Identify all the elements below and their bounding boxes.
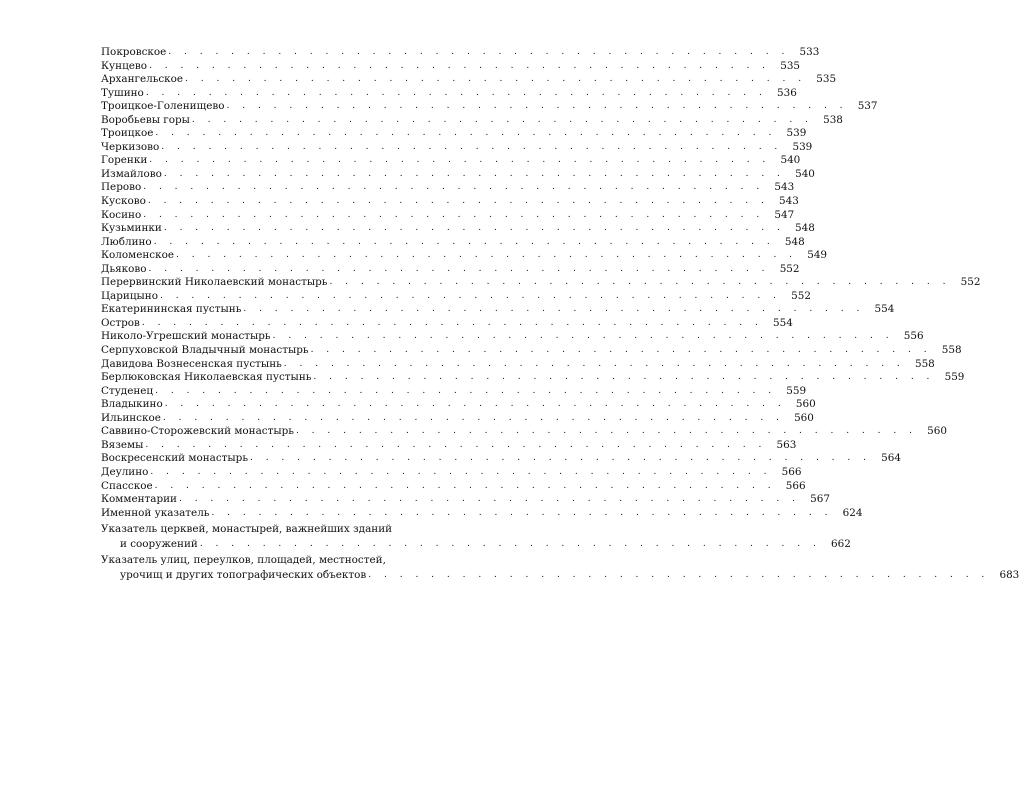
toc-entry-page: 539 <box>792 140 813 153</box>
toc-entry-page: 559 <box>786 384 807 397</box>
toc-entry-page: 535 <box>780 59 801 72</box>
churches-index-entry-line2 <box>101 537 851 552</box>
toc-entry <box>101 411 814 426</box>
toc-entry-page: 566 <box>785 479 806 492</box>
table-of-contents <box>101 46 1019 582</box>
toc-entry <box>101 371 965 385</box>
toc-entry <box>101 493 830 507</box>
dot-leader: . . . . . . . . . . . . . . . . . . . . . . . . . . . . . . . . . . . . . . . . <box>155 385 777 396</box>
toc-entry-page: 560 <box>795 398 816 411</box>
dot-leader: . . . . . . . . . . . . . . . . . . . . . . . . . . . . . . . . . . . . . . . . <box>163 223 785 234</box>
toc-entry-page: 535 <box>816 73 837 86</box>
toc-entry-page: 552 <box>960 276 981 289</box>
toc-entry-title: Саввино-Сторожевский монастырь <box>101 425 294 438</box>
toc-entry <box>101 465 802 480</box>
toc-entry-title: Владыкино <box>101 398 163 411</box>
toc-entry <box>101 140 813 155</box>
toc-entry <box>101 425 947 439</box>
toc-entry-page: 624 <box>842 506 863 519</box>
toc-entry <box>101 262 800 277</box>
toc-entry-title: Люблино <box>101 235 152 248</box>
dot-leader: . . . . . . . . . . . . . . . . . . . . . . . . . . . . . . . . . . . . . . . . <box>226 101 848 112</box>
toc-entry <box>101 127 807 141</box>
toc-entry <box>101 222 815 236</box>
churches-index-entry-page: 662 <box>830 537 851 550</box>
toc-entry-page: 566 <box>781 465 802 478</box>
toc-entry <box>101 289 811 304</box>
toc-entry-title: Царицыно <box>101 289 158 302</box>
dot-leader: . . . . . . . . . . . . . . . . . . . . . . . . . . . . . . . . . . . . . . . . <box>147 196 769 207</box>
dot-leader: . . . . . . . . . . . . . . . . . . . . . . . . . . . . . . . . . . . . . . . . <box>153 236 775 247</box>
dot-leader: . . . . . . . . . . . . . . . . . . . . . . . . . . . . . . . . . . . . . . . . <box>199 538 821 549</box>
toc-entry-title: Архангельское <box>101 73 184 86</box>
dot-leader: . . . . . . . . . . . . . . . . . . . . . . . . . . . . . . . . . . . . . . . . <box>141 317 763 328</box>
toc-entry-title: Вяземы <box>101 438 144 451</box>
toc-entry <box>101 195 799 209</box>
toc-entry <box>101 357 935 372</box>
toc-entry <box>101 330 924 344</box>
toc-entry-page: 564 <box>881 452 901 465</box>
toc-entry-page: 563 <box>776 438 797 451</box>
toc-entry-page: 543 <box>779 195 799 208</box>
dot-leader: . . . . . . . . . . . . . . . . . . . . . . . . . . . . . . . . . . . . . . . . <box>145 439 767 450</box>
toc-entry-page: 538 <box>823 113 843 126</box>
toc-entry-title: Кунцево <box>101 59 148 72</box>
toc-entry <box>101 344 962 358</box>
dot-leader: . . . . . . . . . . . . . . . . . . . . . . . . . . . . . . . . . . . . . . . . <box>154 480 776 491</box>
toc-entry-title: Деулино <box>101 465 149 478</box>
toc-entry-title: Берлюковская Николаевская пустынь <box>101 371 312 384</box>
toc-entry-title: Горенки <box>101 154 148 167</box>
dot-leader: . . . . . . . . . . . . . . . . . . . . . . . . . . . . . . . . . . . . . . . . <box>162 412 784 423</box>
dot-leader: . . . . . . . . . . . . . . . . . . . . . . . . . . . . . . . . . . . . . . . . <box>211 507 833 518</box>
toc-entry <box>101 113 843 128</box>
dot-leader: . . . . . . . . . . . . . . . . . . . . . . . . . . . . . . . . . . . . . . . . <box>163 168 785 179</box>
toc-entry <box>101 438 797 453</box>
dot-leader: . . . . . . . . . . . . . . . . . . . . . . . . . . . . . . . . . . . . . . . . <box>243 304 865 315</box>
toc-entry-title: Троицкое-Голенищево <box>101 100 225 113</box>
toc-entry-title: Именной указатель <box>101 506 210 519</box>
toc-entry-title: Измайлово <box>101 167 162 180</box>
dot-leader: . . . . . . . . . . . . . . . . . . . . . . . . . . . . . . . . . . . . . . . . <box>161 141 783 152</box>
dot-leader: . . . . . . . . . . . . . . . . . . . . . . . . . . . . . . . . . . . . . . . . <box>145 87 767 98</box>
toc-entry <box>101 398 816 412</box>
streets-index-entry <box>101 553 1019 582</box>
toc-entry <box>101 276 981 290</box>
toc-entry <box>101 235 805 250</box>
toc-entry <box>101 506 863 521</box>
dot-leader: . . . . . . . . . . . . . . . . . . . . . . . . . . . . . . . . . . . . . . . . <box>143 182 765 193</box>
toc-entry-title: Покровское <box>101 46 167 58</box>
toc-entry-title: Комментарии <box>101 493 177 506</box>
toc-entry <box>101 208 795 223</box>
toc-entry-page: 543 <box>774 181 795 194</box>
toc-entry <box>101 181 795 195</box>
streets-index-entry-line1 <box>101 553 400 568</box>
toc-entry-page: 567 <box>810 493 830 506</box>
toc-entry-title: Воробьевы горы <box>101 113 190 126</box>
toc-entry-title: Перово <box>101 181 142 194</box>
toc-entry-page: 554 <box>773 316 793 329</box>
dot-leader: . . . . . . . . . . . . . . . . . . . . . . . . . . . . . . . . . . . . . . . . <box>329 277 951 288</box>
toc-entry-page: 560 <box>794 411 814 424</box>
toc-entry-title: Воскресенский монастырь <box>101 452 248 465</box>
streets-index-entry-page: 683 <box>999 568 1019 581</box>
toc-entry-page: 533 <box>799 46 820 58</box>
toc-entry-title: Николо-Угрешский монастырь <box>101 330 271 343</box>
toc-entry <box>101 73 837 87</box>
toc-entry-page: 536 <box>776 86 797 99</box>
toc-entry-page: 558 <box>941 344 962 357</box>
toc-entry-page: 556 <box>903 330 924 343</box>
toc-entry <box>101 100 878 114</box>
toc-entry-page: 547 <box>774 208 795 221</box>
streets-index-entry-title-part2: урочищ и других топографических объектов <box>120 568 367 581</box>
toc-entry <box>101 46 820 60</box>
dot-leader: . . . . . . . . . . . . . . . . . . . . . . . . . . . . . . . . . . . . . . . . <box>313 372 935 383</box>
dot-leader: . . . . . . . . . . . . . . . . . . . . . . . . . . . . . . . . . . . . . . . . <box>310 345 932 356</box>
dot-leader: . . . . . . . . . . . . . . . . . . . . . . . . . . . . . . . . . . . . . . . . <box>143 209 765 220</box>
toc-entry <box>101 167 815 182</box>
churches-index-entry-title-part2: и сооружений <box>120 537 198 550</box>
toc-entry-title: Студенец <box>101 384 154 397</box>
dot-leader: . . . . . . . . . . . . . . . . . . . . . . . . . . . . . . . . . . . . . . . . <box>178 494 800 505</box>
streets-index-entry-title-part1: Указатель улиц, переулков, площадей, местностей, <box>101 554 386 567</box>
toc-entry-page: 552 <box>779 262 800 275</box>
toc-entry-page: 560 <box>927 425 947 438</box>
toc-entry <box>101 479 806 494</box>
toc-entry-page: 548 <box>795 222 815 235</box>
dot-leader: . . . . . . . . . . . . . . . . . . . . . . . . . . . . . . . . . . . . . . . . <box>168 47 790 57</box>
dot-leader: . . . . . . . . . . . . . . . . . . . . . . . . . . . . . . . . . . . . . . . . <box>272 331 894 342</box>
toc-entry-title: Остров <box>101 316 140 329</box>
toc-entry-title: Косино <box>101 208 142 221</box>
toc-entry-page: 552 <box>791 289 811 302</box>
toc-entry <box>101 303 895 317</box>
toc-entry <box>101 249 828 263</box>
dot-leader: . . . . . . . . . . . . . . . . . . . . . . . . . . . . . . . . . . . . . . . . <box>148 263 770 274</box>
toc-entry <box>101 154 801 168</box>
dot-leader: . . . . . . . . . . . . . . . . . . . . . . . . . . . . . . . . . . . . . . . . <box>191 114 813 125</box>
toc-entry-page: 549 <box>807 249 828 262</box>
toc-entry-title: Серпуховской Владычный монастырь <box>101 344 309 357</box>
streets-index-entry-line2 <box>101 568 1019 583</box>
toc-entry <box>101 452 901 466</box>
toc-entry-page: 558 <box>914 357 935 370</box>
dot-leader: . . . . . . . . . . . . . . . . . . . . . . . . . . . . . . . . . . . . . . . . <box>164 399 786 410</box>
dot-leader: . . . . . . . . . . . . . . . . . . . . . . . . . . . . . . . . . . . . . . . . <box>295 426 917 437</box>
churches-index-entry <box>101 522 851 551</box>
toc-entry-title: Спасское <box>101 479 153 492</box>
churches-index-entry-line1 <box>101 522 400 537</box>
toc-entry-page: 554 <box>874 303 895 316</box>
toc-entry-page: 539 <box>786 127 807 140</box>
toc-entry-title: Дьяково <box>101 262 147 275</box>
toc-entry-page: 540 <box>780 154 801 167</box>
toc-entry-title: Кузьминки <box>101 222 162 235</box>
toc-entry-title: Перервинский Николаевский монастырь <box>101 276 328 289</box>
toc-entry-page: 548 <box>784 235 805 248</box>
toc-entry <box>101 384 807 399</box>
toc-entry-page: 559 <box>944 371 965 384</box>
toc-entry-title: Троицкое <box>101 127 154 140</box>
toc-entry-title: Кусково <box>101 195 146 208</box>
dot-leader: . . . . . . . . . . . . . . . . . . . . . . . . . . . . . . . . . . . . . . . . <box>149 60 771 71</box>
toc-entry <box>101 86 797 101</box>
toc-entry-title: Черкизово <box>101 140 160 153</box>
toc-entry <box>101 59 801 74</box>
churches-index-entry-title-part1: Указатель церквей, монастырей, важнейших зданий <box>101 523 393 536</box>
dot-leader: . . . . . . . . . . . . . . . . . . . . . . . . . . . . . . . . . . . . . . . . <box>368 569 990 580</box>
dot-leader: . . . . . . . . . . . . . . . . . . . . . . . . . . . . . . . . . . . . . . . . <box>249 453 871 464</box>
toc-entry-title: Екатерининская пустынь <box>101 303 242 316</box>
dot-leader: . . . . . . . . . . . . . . . . . . . . . . . . . . . . . . . . . . . . . . . . <box>155 128 777 139</box>
dot-leader: . . . . . . . . . . . . . . . . . . . . . . . . . . . . . . . . . . . . . . . . <box>149 155 771 166</box>
toc-entry <box>101 316 793 331</box>
toc-entry-title: Ильинское <box>101 411 161 424</box>
dot-leader: . . . . . . . . . . . . . . . . . . . . . . . . . . . . . . . . . . . . . . . . <box>159 290 781 301</box>
toc-entry-page: 537 <box>857 100 878 113</box>
toc-entry-title: Тушино <box>101 86 144 99</box>
toc-entry-title: Коломенское <box>101 249 175 262</box>
dot-leader: . . . . . . . . . . . . . . . . . . . . . . . . . . . . . . . . . . . . . . . . <box>150 466 772 477</box>
toc-entry-page: 540 <box>795 167 815 180</box>
dot-leader: . . . . . . . . . . . . . . . . . . . . . . . . . . . . . . . . . . . . . . . . <box>283 358 905 369</box>
dot-leader: . . . . . . . . . . . . . . . . . . . . . . . . . . . . . . . . . . . . . . . . <box>176 250 798 261</box>
toc-entry-title: Давидова Вознесенская пустынь <box>101 357 282 370</box>
dot-leader: . . . . . . . . . . . . . . . . . . . . . . . . . . . . . . . . . . . . . . . . <box>185 74 807 85</box>
